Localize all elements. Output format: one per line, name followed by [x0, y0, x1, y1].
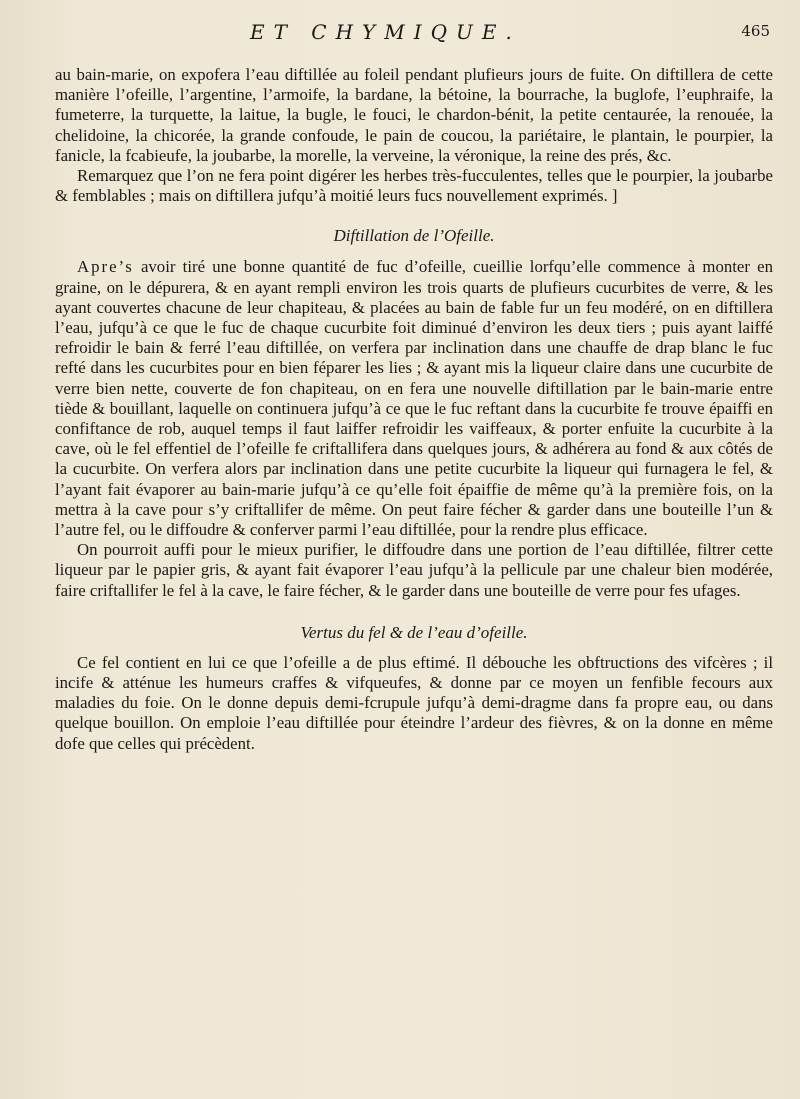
page-body — [55, 65, 773, 754]
paragraph-purification: On pourroit auffi pour le mieux purifier, le diffoudre dans une portion de l’eau diftillée, filtrer cette liqueur par le papier gris, & ayant fait évaporer l’eau jufqu’à la pellicule par une chaleur bien modérée, faire criftallifer le fel à la cave, le faire fécher, & le garder dans une bouteille de verre pour fes ufages. — [55, 540, 773, 600]
paragraph-herb-list: au bain-marie, on expofera l’eau diftillée au foleil pendant plufieurs jours de fuite. On diftillera de cette manière l’ofeille, l’argentine, l’armoife, la bardane, la bétoine, la bourrache, la buglofe, l’euphraife, la fumeterre, la turquette, la laitue, la bugle, le fouci, le chardon-bénit, la petite centaurée, la renouée, la chelidoine, la chicorée, la grande confoude, le pain de coucou, la pariétaire, le plantain, le pourpier, la fanicle, la fcabieufe, la joubarbe, la morelle, la verveine, la véronique, la reine des prés, &c. — [55, 65, 773, 165]
paragraph-distillation-text: avoir tiré une bonne quantité de fuc d’ofeille, cueillie lorfqu’elle commence à monter en graine, on le dépurera, & en ayant rempli environ les trois quarts de plufieurs cucurbites de verre, & les ayant couvertes chacune de leur chapiteau, & placées au bain de fable fur un feu modéré, on en diftillera l’eau, jufqu’à ce que le fuc de chaque cucurbite foit diminué d’environ les deux tiers ; puis ayant laiffé refroidir le bain & ferré l’eau diftillée, on verfera par inclination dans une chauffe de drap blanc le fuc refté dans les cucurbites pour en bien féparer les lies ; & ayant mis la liqueur claire dans une cucurbite de verre bien nette, couverte de fon chapiteau, on en fera une nouvelle diftillation par le bain-marie entre tiède & bouillant, laquelle on continuera jufqu’à ce que le fuc reftant dans la cucurbite fe trouve épaiffi en confiftance de rob, auquel temps il faut laiffer refroidir les vaiffeaux, & porter enfuite la cucurbite à la cave, où le fel effentiel de l’ofeille fe criftallifera dans quelques jours, & adhérera au fond & aux côtés de la cucurbite. On verfera alors par inclination dans une petite cucurbite la liqueur qui furnagera le fel, & l’ayant fait évaporer au bain-marie jufqu’à ce qu’elle foit épaiffie de même qu’à la première fois, on la mettra à la cave pour s’y criftallifer de même. On peut faire fécher & garder dans une bouteille l’un & l’autre fel, ou le diffoudre & conferver parmi l’eau diftillée, pour la rendre plus efficace. — [55, 257, 773, 540]
paragraph-distillation — [55, 257, 773, 540]
running-title: ET CHYMIQUE. — [250, 20, 521, 44]
section-heading-virtues: Vertus du fel & de l’eau d’ofeille. — [300, 622, 528, 642]
paragraph-lead-word: Apre’s — [77, 257, 134, 277]
paragraph-virtues: Ce fel contient en lui ce que l’ofeille a de plus eftimé. Il débouche les obftructions des vifcères ; il incife & atténue les humeurs craffes & vifqueufes, & donne par ce moyen un fenfible fecours aux maladies du foie. On le donne depuis demi-fcrupule jufqu’à demi-dragme dans fa propre eau, ou dans quelque bouillon. On emploie l’eau diftillée pour éteindre l’ardeur des fièvres, & on la donne en même dofe que celles qui précèdent. — [55, 652, 773, 753]
running-head — [40, 20, 770, 60]
paragraph-remark: Remarquez que l’on ne fera point digérer les herbes très-fucculentes, telles que le pourpier, la joubarbe & femblables ; mais on diftillera jufqu’à moitié leurs fucs nouvellement exprimés. ] — [55, 166, 773, 206]
page-number: 465 — [741, 22, 770, 40]
section-heading-distillation: Diftillation de l’Ofeille. — [333, 226, 495, 246]
